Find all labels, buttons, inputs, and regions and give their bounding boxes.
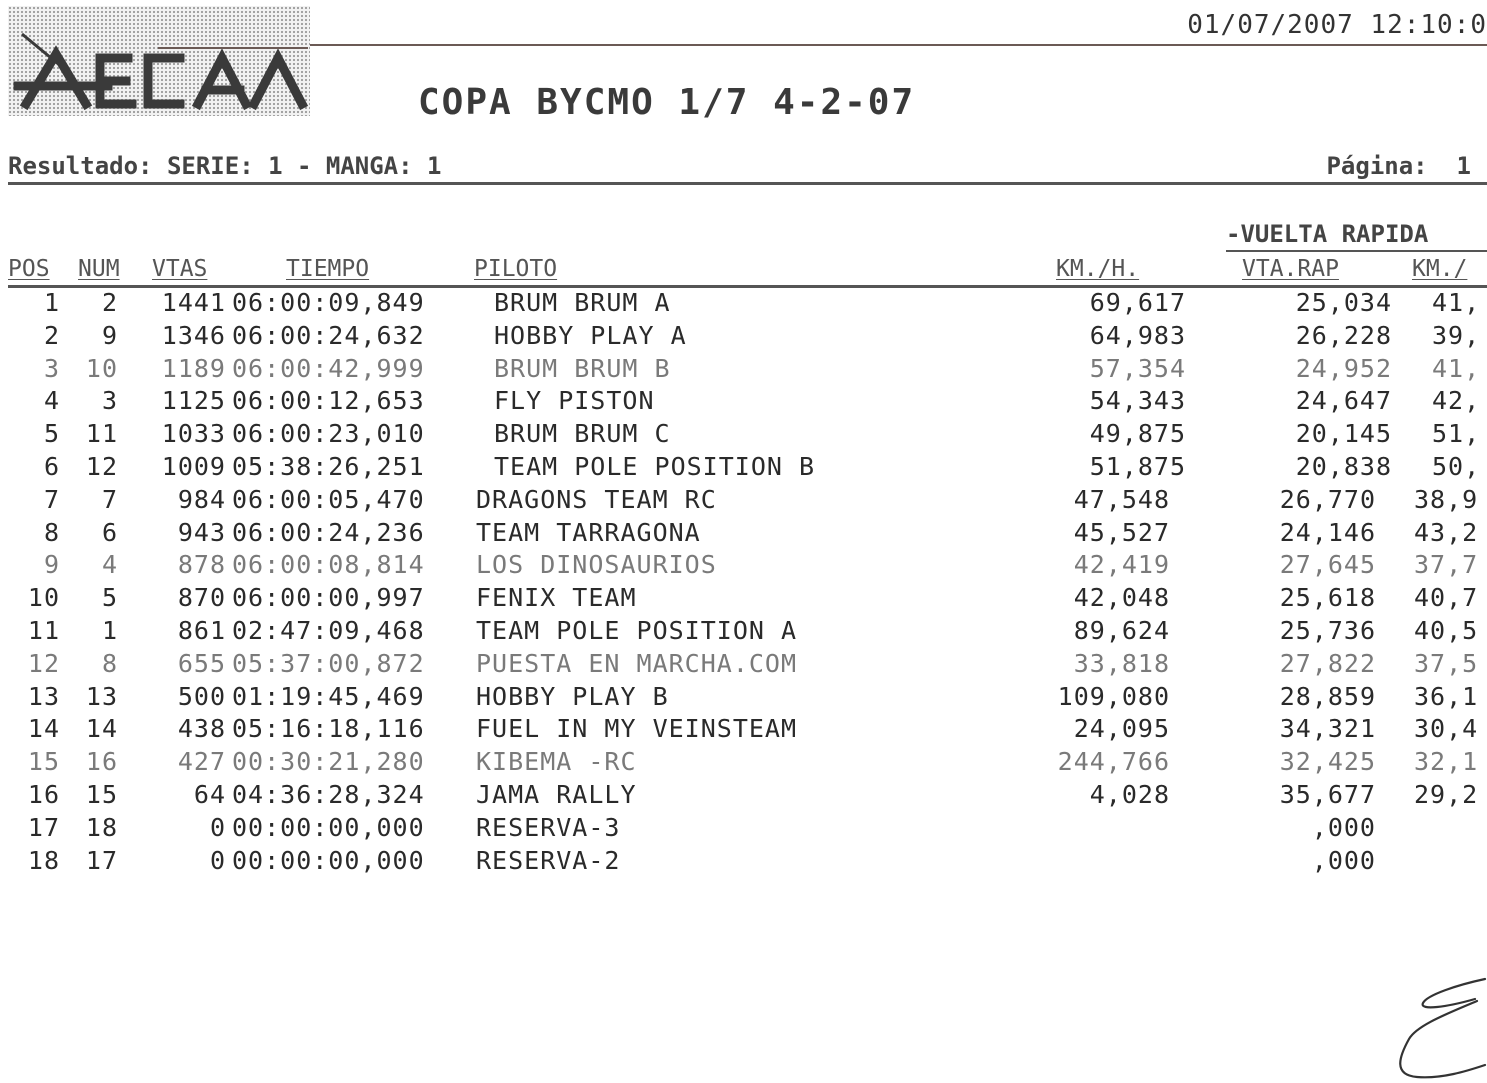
cell-num: 13: [85, 681, 118, 711]
table-row: [0, 747, 1487, 780]
cell-kmh: 47,548: [1073, 484, 1170, 514]
cell-piloto: RESERVA-3: [476, 812, 621, 842]
handwritten-signature: [1387, 973, 1487, 1083]
cell-num: 1: [101, 615, 118, 645]
table-row: [0, 813, 1487, 846]
cell-km2: 41,: [1432, 288, 1481, 317]
cell-tiempo: 06:00:05,470: [232, 484, 425, 514]
cell-pos: 16: [27, 779, 60, 809]
cell-km2: 43,2: [1414, 517, 1479, 547]
page-label: Página:: [1326, 152, 1428, 180]
cell-kmh: 57,354: [1089, 353, 1186, 383]
cell-km2: 40,7: [1414, 583, 1479, 613]
cell-piloto: HOBBY PLAY B: [476, 681, 669, 711]
cell-piloto: TEAM POLE POSITION B: [494, 451, 816, 481]
cell-vta-rap: ,000: [1311, 845, 1376, 875]
cell-num: 7: [101, 484, 118, 514]
cell-vtas: 427: [177, 747, 226, 777]
cell-km2: 50,: [1432, 451, 1481, 481]
table-row: [0, 649, 1487, 682]
cell-kmh: 33,818: [1073, 648, 1170, 678]
cell-tiempo: 06:00:23,010: [232, 419, 425, 449]
cell-piloto: BRUM BRUM A: [494, 288, 671, 317]
cell-kmh: 244,766: [1057, 747, 1170, 777]
cell-tiempo: 00:00:00,000: [232, 845, 425, 875]
aecar-logo: [8, 6, 310, 116]
cell-num: 9: [101, 320, 118, 350]
cell-vta-rap: 27,645: [1279, 550, 1376, 580]
cell-tiempo: 06:00:42,999: [232, 353, 425, 383]
cell-vtas: 1346: [161, 320, 226, 350]
cell-tiempo: 06:00:09,849: [232, 288, 425, 317]
cell-vtas: 1441: [161, 288, 226, 317]
cell-piloto: JAMA RALLY: [476, 779, 637, 809]
cell-vtas: 655: [177, 648, 226, 678]
table-row: [0, 550, 1487, 583]
cell-vta-rap: 24,146: [1279, 517, 1376, 547]
cell-num: 10: [85, 353, 118, 383]
table-row: [0, 321, 1487, 354]
table-row: [0, 846, 1487, 879]
cell-kmh: 45,527: [1073, 517, 1170, 547]
cell-kmh: 4,028: [1089, 779, 1170, 809]
cell-kmh: 64,983: [1089, 320, 1186, 350]
cell-km2: 39,: [1432, 320, 1481, 350]
cell-piloto: RESERVA-2: [476, 845, 621, 875]
cell-vta-rap: ,000: [1311, 812, 1376, 842]
cell-pos: 5: [43, 419, 60, 449]
cell-piloto: LOS DINOSAURIOS: [476, 550, 717, 580]
cell-vta-rap: 34,321: [1279, 714, 1376, 744]
cell-num: 12: [85, 451, 118, 481]
cell-num: 14: [85, 714, 118, 744]
cell-vtas: 438: [177, 714, 226, 744]
cell-km2: 29,2: [1414, 779, 1479, 809]
cell-tiempo: 00:00:00,000: [232, 812, 425, 842]
cell-kmh: 42,048: [1073, 583, 1170, 613]
cell-num: 3: [101, 386, 118, 416]
cell-pos: 9: [43, 550, 60, 580]
cell-vtas: 1009: [161, 451, 226, 481]
cell-vta-rap: 35,677: [1279, 779, 1376, 809]
table-row: [0, 485, 1487, 518]
cell-pos: 1: [43, 288, 60, 317]
cell-km2: 37,5: [1414, 648, 1479, 678]
cell-km2: 40,5: [1414, 615, 1479, 645]
cell-vta-rap: 24,647: [1295, 386, 1392, 416]
print-timestamp: 01/07/2007 12:10:0: [1187, 10, 1487, 40]
cell-piloto: HOBBY PLAY A: [494, 320, 687, 350]
cell-km2: 36,1: [1414, 681, 1479, 711]
cell-num: 4: [101, 550, 118, 580]
table-row: [0, 682, 1487, 715]
cell-piloto: DRAGONS TEAM RC: [476, 484, 717, 514]
cell-kmh: 24,095: [1073, 714, 1170, 744]
table-row: [0, 518, 1487, 551]
cell-pos: 7: [43, 484, 60, 514]
cell-km2: 42,: [1432, 386, 1481, 416]
cell-kmh: 89,624: [1073, 615, 1170, 645]
table-row: [0, 714, 1487, 747]
page-number: 1: [1456, 152, 1471, 180]
cell-num: 11: [85, 419, 118, 449]
cell-tiempo: 06:00:00,997: [232, 583, 425, 613]
cell-tiempo: 05:16:18,116: [232, 714, 425, 744]
table-row: [0, 583, 1487, 616]
cell-vta-rap: 26,770: [1279, 484, 1376, 514]
cell-vta-rap: 27,822: [1279, 648, 1376, 678]
cell-tiempo: 06:00:12,653: [232, 386, 425, 416]
cell-piloto: TEAM POLE POSITION A: [476, 615, 798, 645]
cell-vtas: 943: [177, 517, 226, 547]
cell-num: 6: [101, 517, 118, 547]
cell-tiempo: 04:36:28,324: [232, 779, 425, 809]
fastest-lap-group-header: -VUELTA RAPIDA: [1226, 220, 1429, 248]
result-subtitle: Resultado: SERIE: 1 - MANGA: 1: [8, 152, 442, 180]
cell-piloto: BRUM BRUM B: [494, 353, 671, 383]
column-header-km2: KM./: [1412, 256, 1468, 282]
cell-tiempo: 05:37:00,872: [232, 648, 425, 678]
cell-km2: 37,7: [1414, 550, 1479, 580]
cell-km2: 32,1: [1414, 747, 1479, 777]
cell-piloto: FUEL IN MY VEINSTEAM: [476, 714, 798, 744]
cell-kmh: 54,343: [1089, 386, 1186, 416]
cell-num: 17: [85, 845, 118, 875]
results-table-body: [0, 288, 1487, 878]
cell-tiempo: 00:30:21,280: [232, 747, 425, 777]
cell-pos: 17: [27, 812, 60, 842]
cell-num: 15: [85, 779, 118, 809]
document-title: COPA BYCMO 1/7 4-2-07: [418, 82, 916, 123]
column-header-tiempo: TIEMPO: [286, 256, 370, 282]
cell-vta-rap: 25,736: [1279, 615, 1376, 645]
cell-kmh: 42,419: [1073, 550, 1170, 580]
cell-pos: 12: [27, 648, 60, 678]
table-row: [0, 419, 1487, 452]
cell-km2: 41,: [1432, 353, 1481, 383]
cell-piloto: FLY PISTON: [494, 386, 655, 416]
table-row: [0, 616, 1487, 649]
cell-vtas: 1189: [161, 353, 226, 383]
table-row: [0, 452, 1487, 485]
cell-vta-rap: 28,859: [1279, 681, 1376, 711]
cell-num: 8: [101, 648, 118, 678]
column-header-vtas: VTAS: [152, 256, 208, 282]
cell-pos: 13: [27, 681, 60, 711]
cell-vta-rap: 20,838: [1295, 451, 1392, 481]
cell-pos: 4: [43, 386, 60, 416]
cell-kmh: 51,875: [1089, 451, 1186, 481]
cell-km2: 51,: [1432, 419, 1481, 449]
column-header-num: NUM: [78, 256, 120, 282]
cell-vta-rap: 26,228: [1295, 320, 1392, 350]
cell-num: 2: [101, 288, 118, 317]
cell-vta-rap: 24,952: [1295, 353, 1392, 383]
cell-vtas: 64: [193, 779, 226, 809]
cell-vta-rap: 32,425: [1279, 747, 1376, 777]
column-header-pos: POS: [8, 256, 50, 282]
cell-kmh: 49,875: [1089, 419, 1186, 449]
cell-tiempo: 06:00:08,814: [232, 550, 425, 580]
cell-piloto: FENIX TEAM: [476, 583, 637, 613]
cell-pos: 3: [43, 353, 60, 383]
table-row: [0, 386, 1487, 419]
cell-vtas: 984: [177, 484, 226, 514]
fastest-lap-group-rule: [1226, 250, 1487, 252]
cell-vta-rap: 25,034: [1295, 288, 1392, 317]
cell-num: 5: [101, 583, 118, 613]
cell-vtas: 861: [177, 615, 226, 645]
table-row: [0, 780, 1487, 813]
cell-num: 18: [85, 812, 118, 842]
cell-pos: 14: [27, 714, 60, 744]
cell-vtas: 1033: [161, 419, 226, 449]
cell-kmh: 109,080: [1057, 681, 1170, 711]
cell-pos: 2: [43, 320, 60, 350]
cell-kmh: 69,617: [1089, 288, 1186, 317]
cell-piloto: BRUM BRUM C: [494, 419, 671, 449]
cell-pos: 11: [27, 615, 60, 645]
page-indicator: [1326, 152, 1471, 180]
cell-km2: 30,4: [1414, 714, 1479, 744]
cell-vtas: 878: [177, 550, 226, 580]
cell-num: 16: [85, 747, 118, 777]
cell-piloto: KIBEMA -RC: [476, 747, 637, 777]
cell-pos: 8: [43, 517, 60, 547]
cell-vtas: 1125: [161, 386, 226, 416]
table-row: [0, 288, 1487, 321]
cell-vta-rap: 20,145: [1295, 419, 1392, 449]
cell-pos: 15: [27, 747, 60, 777]
cell-tiempo: 06:00:24,632: [232, 320, 425, 350]
column-header-kmh: KM./H.: [1056, 256, 1140, 282]
cell-pos: 10: [27, 583, 60, 613]
cell-km2: 38,9: [1414, 484, 1479, 514]
cell-tiempo: 02:47:09,468: [232, 615, 425, 645]
cell-tiempo: 05:38:26,251: [232, 451, 425, 481]
cell-tiempo: 06:00:24,236: [232, 517, 425, 547]
subtitle-divider: [8, 182, 1487, 185]
cell-piloto: PUESTA EN MARCHA.COM: [476, 648, 798, 678]
cell-vta-rap: 25,618: [1279, 583, 1376, 613]
cell-vtas: 500: [177, 681, 226, 711]
cell-pos: 18: [27, 845, 60, 875]
table-row: [0, 354, 1487, 387]
cell-tiempo: 01:19:45,469: [232, 681, 425, 711]
column-header-piloto: PILOTO: [474, 256, 558, 282]
cell-vtas: 0: [209, 845, 226, 875]
cell-vtas: 870: [177, 583, 226, 613]
column-header-vta-rap: VTA.RAP: [1242, 256, 1339, 282]
cell-vtas: 0: [209, 812, 226, 842]
cell-pos: 6: [43, 451, 60, 481]
cell-piloto: TEAM TARRAGONA: [476, 517, 701, 547]
